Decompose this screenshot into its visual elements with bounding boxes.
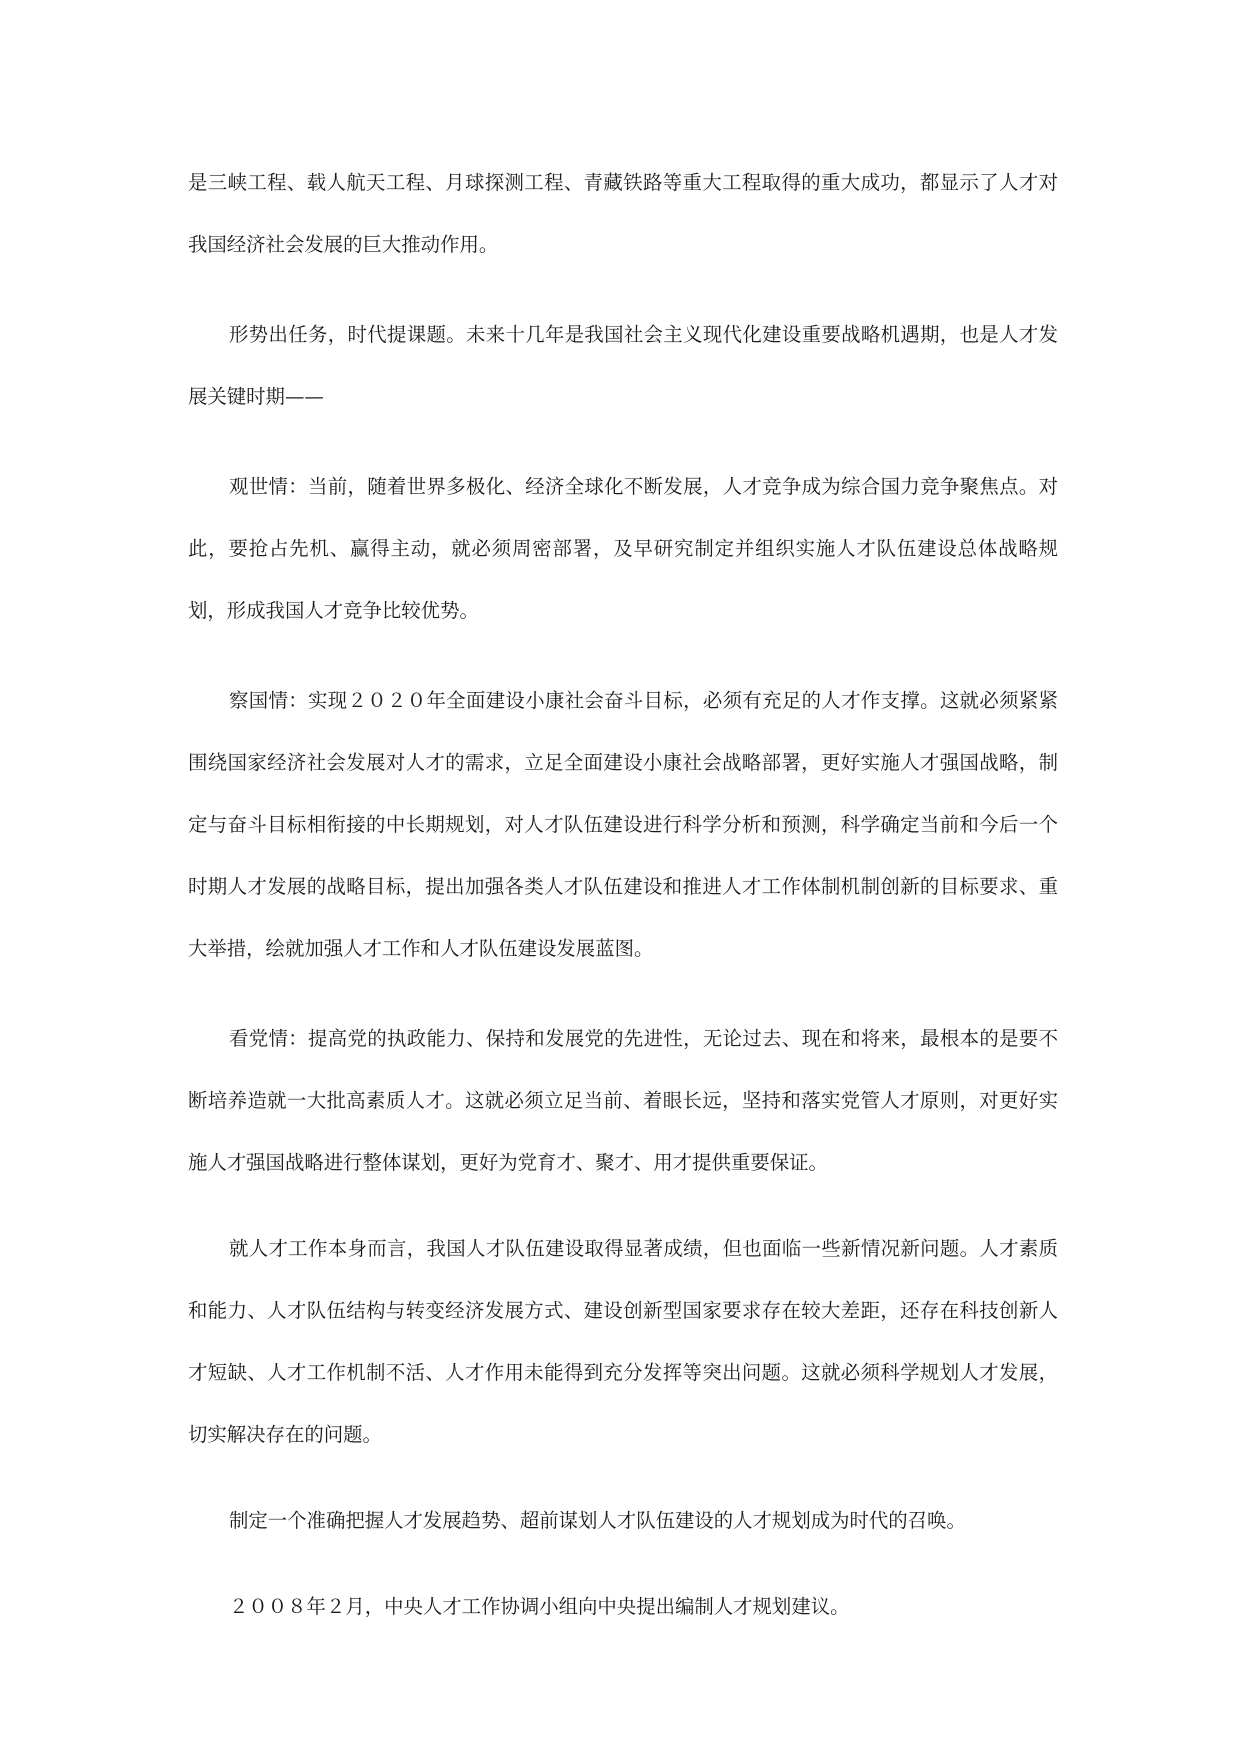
paragraph-situation: 形势出任务，时代提课题。未来十几年是我国社会主义现代化建设重要战略机遇期，也是人才发展关键时期—— (188, 323, 1058, 408)
paragraph-world-situation: 观世情：当前，随着世界多极化、经济全球化不断发展，人才竞争成为综合国力竞争聚焦点。对此，要抢占先机、赢得主动，就必须周密部署，及早研究制定并组织实施人才队伍建设总体战略规划，形成我国人才竞争比较优势。 (188, 475, 1058, 622)
document-body (188, 152, 1058, 1638)
paragraph-party-situation: 看党情：提高党的执政能力、保持和发展党的先进性，无论过去、现在和将来，最根本的是要不断培养造就一大批高素质人才。这就必须立足当前、着眼长远，坚持和落实党管人才原则，对更好实施人才强国战略进行整体谋划，更好为党育才、聚才、用才提供重要保证。 (188, 1027, 1058, 1174)
paragraph-call-of-era: 制定一个准确把握人才发展趋势、超前谋划人才队伍建设的人才规划成为时代的召唤。 (229, 1509, 966, 1532)
paragraph-talent-work: 就人才工作本身而言，我国人才队伍建设取得显著成绩，但也面临一些新情况新问题。人才素质和能力、人才队伍结构与转变经济发展方式、建设创新型国家要求存在较大差距，还存在科技创新人才短缺、人才工作机制不活、人才作用未能得到充分发挥等突出问题。这就必须科学规划人才发展，切实解决存在的问题。 (188, 1237, 1058, 1446)
paragraph-national-situation: 察国情：实现２０２０年全面建设小康社会奋斗目标，必须有充足的人才作支撑。这就必须紧紧围绕国家经济社会发展对人才的需求，立足全面建设小康社会战略部署，更好实施人才强国战略，制定与奋斗目标相衔接的中长期规划，对人才队伍建设进行科学分析和预测，科学确定当前和今后一个时期人才发展的战略目标，提出加强各类人才队伍建设和推进人才工作体制机制创新的目标要求、重大举措，绘就加强人才工作和人才队伍建设发展蓝图。 (188, 689, 1058, 960)
paragraph-proposal-date: ２００８年２月，中央人才工作协调小组向中央提出编制人才规划建议。 (229, 1595, 850, 1618)
paragraph-continuation: 是三峡工程、载人航天工程、月球探测工程、青藏铁路等重大工程取得的重大成功，都显示了人才对我国经济社会发展的巨大推动作用。 (188, 171, 1058, 256)
